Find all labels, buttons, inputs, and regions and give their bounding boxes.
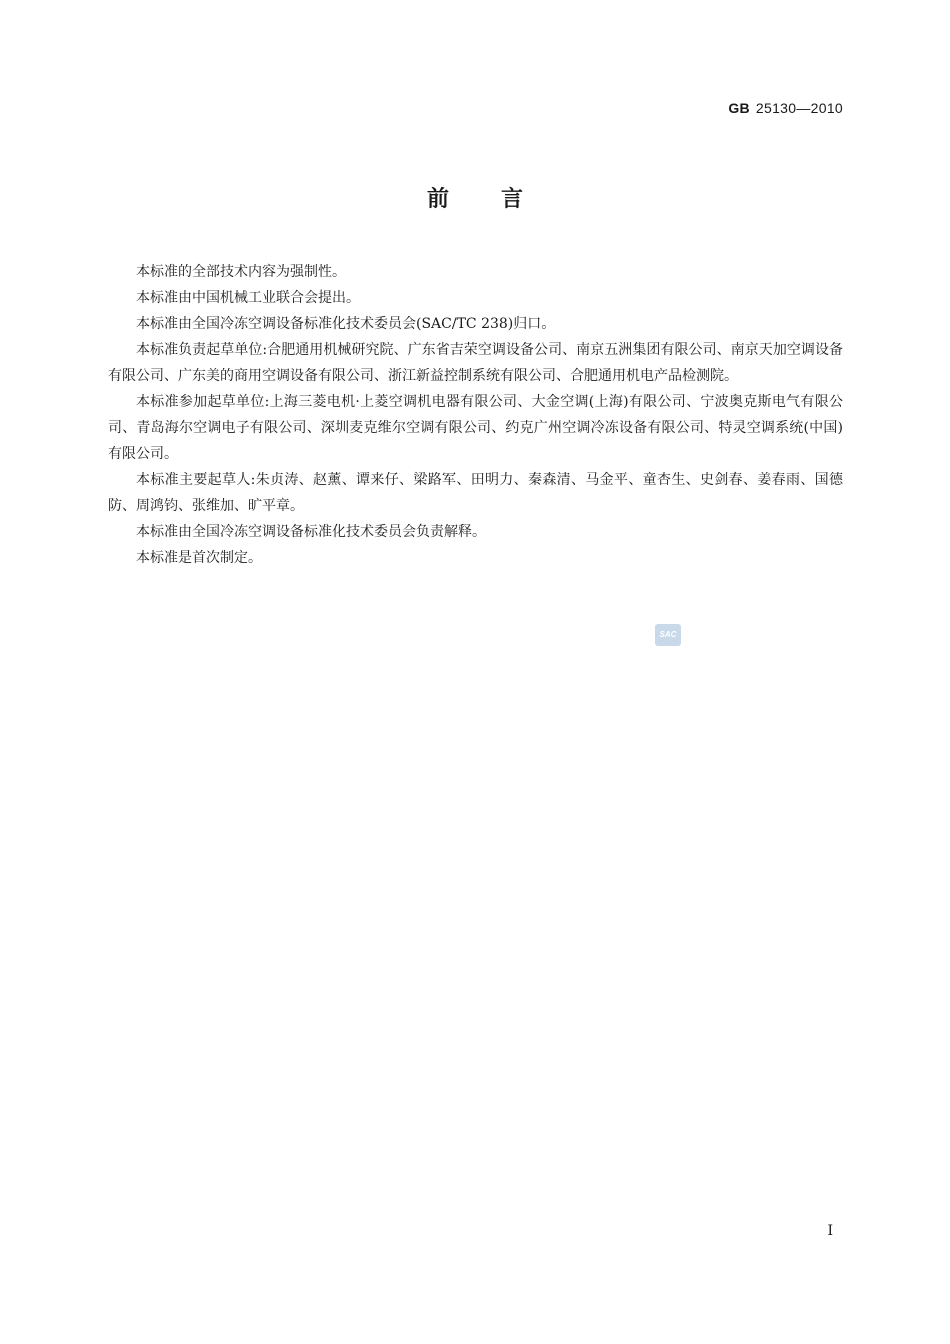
standard-prefix: GB (728, 100, 750, 116)
paragraph-committee: 本标准由全国冷冻空调设备标准化技术委员会(SAC/TC 238)归口。 (136, 316, 556, 332)
page-number: I (827, 1223, 833, 1239)
paragraph-drafting-units: 本标准负责起草单位:合肥通用机械研究院、广东省吉荣空调设备公司、南京五洲集团有限公司、南京天加空调设备有限公司、广东美的商用空调设备有限公司、浙江新益控制系统有限公司、合肥通用机电产品检测院。 (108, 342, 843, 384)
paragraph-proposer: 本标准由中国机械工业联合会提出。 (136, 290, 360, 306)
paragraph-participating-units: 本标准参加起草单位:上海三菱电机·上菱空调机电器有限公司、大金空调(上海)有限公司、宁波奥克斯电气有限公司、青岛海尔空调电子有限公司、深圳麦克维尔空调有限公司、约克广州空调冷冻设备有限公司、特灵空调系统(中国)有限公司。 (108, 394, 843, 462)
standard-number (728, 100, 843, 116)
sac-watermark-logo: SAC (655, 624, 681, 646)
paragraph-mandatory: 本标准的全部技术内容为强制性。 (136, 264, 346, 280)
page-title: 前言 (426, 187, 575, 212)
paragraph-drafters: 本标准主要起草人:朱贞涛、赵薰、谭来仔、梁路军、田明力、秦森清、马金平、童杏生、史剑春、姜春雨、国德防、周鸿钧、张维加、旷平章。 (108, 472, 843, 514)
paragraph-first-edition: 本标准是首次制定。 (136, 550, 262, 566)
foreword-body (108, 259, 843, 571)
standard-code: 25130—2010 (755, 100, 843, 116)
paragraph-interpretation: 本标准由全国冷冻空调设备标准化技术委员会负责解释。 (136, 524, 486, 540)
